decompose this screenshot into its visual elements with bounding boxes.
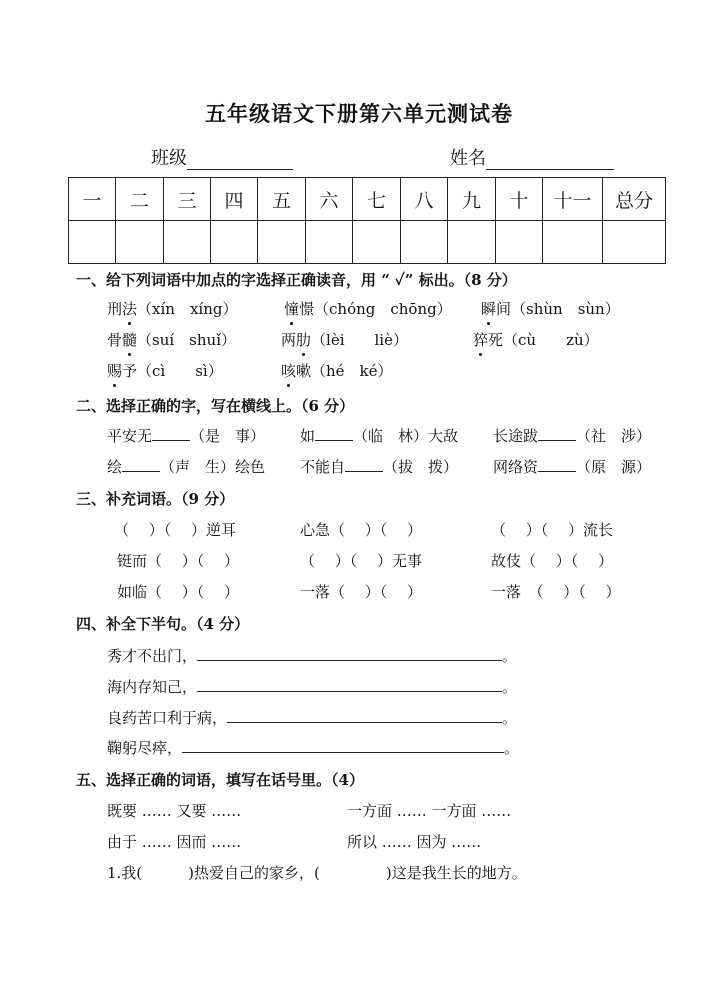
answer-blank[interactable]	[538, 426, 576, 441]
dotted-char: 猝	[473, 331, 489, 349]
answer-blank[interactable]	[345, 457, 383, 472]
class-blank[interactable]	[187, 149, 293, 170]
score-header-cell: 八	[401, 178, 448, 221]
score-header-cell: 五	[258, 178, 306, 221]
conjunction-option: 由于 …… 因而 ……	[107, 833, 242, 851]
idiom-item: （ ）（ ）流长	[491, 521, 614, 539]
dotted-char: 咳	[281, 362, 297, 380]
idiom-item: 心急（ ）（ ）	[300, 521, 423, 539]
conjunction-option: 既要 …… 又要 ……	[107, 802, 242, 820]
dotted-char: 髓	[122, 331, 138, 349]
score-value-row	[69, 221, 666, 264]
score-cell[interactable]	[116, 221, 164, 264]
dotted-char: 法	[122, 300, 138, 318]
conjunction-option: 所以 …… 因为 ……	[347, 833, 482, 851]
answer-line[interactable]	[182, 738, 504, 753]
score-cell[interactable]	[543, 221, 603, 264]
fill-char-item: 绘 （声 生）绘色	[107, 458, 266, 476]
section-1-heading: 一、给下列词语中加点的字选择正确读音，用 “ ✓” 标出。（8 分）	[76, 271, 517, 289]
fill-char-item: 如 （临 林）大敌	[300, 427, 459, 445]
pinyin-item: 瞬间（shùn sùn）	[481, 300, 620, 318]
fill-char-item: 不能自 （拔 拨）	[300, 458, 459, 476]
score-header-cell: 四	[211, 178, 258, 221]
idiom-item: 一落 （ ）（ ）	[491, 583, 621, 601]
score-cell[interactable]	[401, 221, 448, 264]
name-blank[interactable]	[486, 149, 614, 170]
score-header-row	[69, 178, 666, 221]
idiom-item: 故伎（ ）（ ）	[491, 552, 614, 570]
answer-blank[interactable]	[315, 426, 353, 441]
dotted-char: 憧	[284, 300, 300, 318]
score-cell[interactable]	[69, 221, 116, 264]
score-header-cell: 二	[116, 178, 164, 221]
pinyin-item: 赐予（cì sì）	[107, 362, 223, 380]
score-cell[interactable]	[211, 221, 258, 264]
score-header-cell: 一	[69, 178, 116, 221]
fill-char-item: 平安无 （是 事）	[107, 427, 266, 445]
fill-char-item: 网络资 （原 源）	[493, 458, 652, 476]
score-header-cell: 六	[306, 178, 353, 221]
score-header-cell: 三	[164, 178, 211, 221]
idiom-item: 铤而（ ）（ ）	[117, 552, 240, 570]
pinyin-item: 憧憬（chóng chōng）	[284, 300, 452, 318]
pinyin-item: 骨髓（suí shuǐ）	[107, 331, 237, 349]
score-cell[interactable]	[603, 221, 666, 264]
score-cell[interactable]	[258, 221, 306, 264]
class-label: 班级	[151, 148, 187, 169]
answer-blank[interactable]	[152, 426, 190, 441]
score-header-cell: 十	[496, 178, 543, 221]
score-cell[interactable]	[164, 221, 211, 264]
answer-line[interactable]	[197, 677, 502, 692]
answer-blank[interactable]	[122, 457, 160, 472]
score-header-cell: 总分	[603, 178, 666, 221]
section-4-heading: 四、补全下半句。（4 分）	[76, 615, 250, 633]
pinyin-item: 刑法（xín xíng）	[107, 300, 238, 318]
score-cell[interactable]	[306, 221, 353, 264]
score-header-cell: 七	[353, 178, 401, 221]
page-title: 五年级语文下册第六单元测试卷	[205, 101, 513, 126]
answer-line[interactable]	[227, 708, 502, 723]
name-label: 姓名	[450, 148, 486, 169]
score-cell[interactable]	[448, 221, 496, 264]
name-field	[450, 144, 614, 170]
verse-item: 良药苦口利于病， 。	[107, 709, 518, 727]
score-cell[interactable]	[496, 221, 543, 264]
pinyin-item: 两肋（lèi liè）	[281, 331, 408, 349]
idiom-item: 一落（ ）（ ）	[300, 583, 423, 601]
dotted-char: 赐	[107, 362, 123, 380]
verse-item: 海内存知己， 。	[107, 678, 518, 696]
conjunction-option: 一方面 …… 一方面 ……	[347, 802, 512, 820]
verse-item: 秀才不出门， 。	[107, 647, 518, 665]
idiom-item: （ ）（ ）无事	[300, 552, 423, 570]
idiom-item: 如临（ ）（ ）	[117, 583, 240, 601]
score-header-cell: 九	[448, 178, 496, 221]
idiom-item: （ ）（ ）逆耳	[114, 521, 237, 539]
score-table	[68, 177, 666, 264]
answer-blank[interactable]	[538, 457, 576, 472]
answer-line[interactable]	[197, 646, 502, 661]
fill-char-item: 长途跋 （社 涉）	[493, 427, 652, 445]
dotted-char: 肋	[296, 331, 312, 349]
score-cell[interactable]	[353, 221, 401, 264]
score-header-cell: 十一	[543, 178, 603, 221]
section-3-heading: 三、补充词语。（9 分）	[76, 490, 235, 508]
dotted-char: 瞬	[481, 300, 497, 318]
pinyin-item: 咳嗽（hé ké）	[281, 362, 393, 380]
question-1: 1.我( )热爱自己的家乡，( )这是我生长的地方。	[107, 864, 527, 882]
pinyin-item: 猝死（cù zù）	[473, 331, 599, 349]
section-5-heading: 五、选择正确的词语，填写在话号里。（4）	[76, 771, 364, 789]
section-2-heading: 二、选择正确的字，写在横线上。（6 分）	[76, 397, 355, 415]
class-field	[151, 144, 293, 170]
verse-item: 鞠躬尽瘁， 。	[107, 739, 520, 757]
